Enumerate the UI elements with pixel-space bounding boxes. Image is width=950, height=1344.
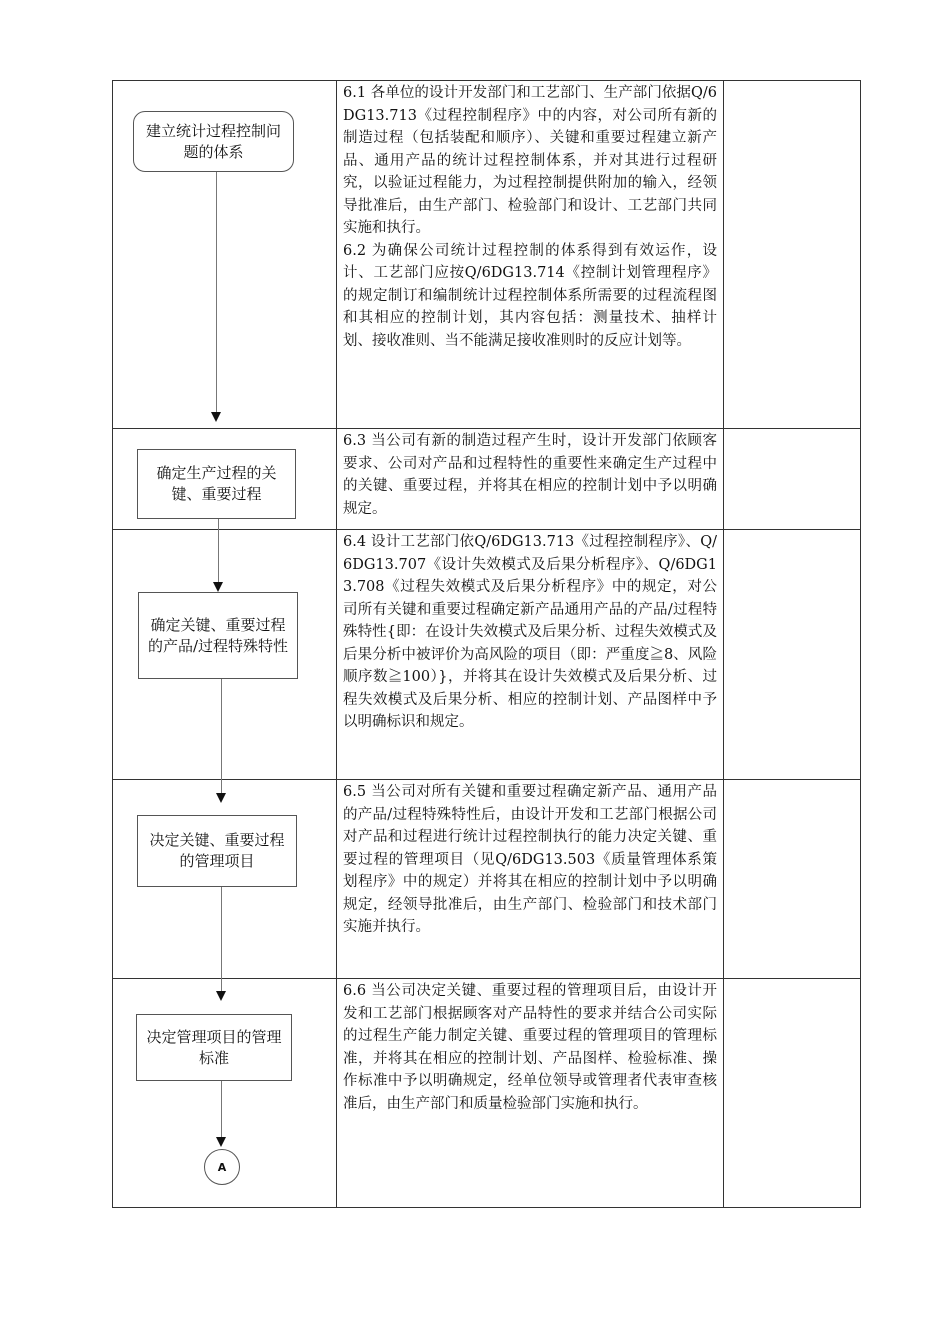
flow-step-label: 决定关键、重要过程的管理项目	[149, 831, 285, 870]
description-cell-6-4	[343, 531, 717, 734]
row-divider	[112, 428, 861, 429]
flow-arrow-icon	[216, 991, 226, 1001]
description-cell-6-5	[343, 781, 717, 939]
flow-step-identify-key-processes	[137, 449, 296, 519]
description-cell-6-1-6-2	[343, 82, 717, 352]
flow-connector-line	[221, 887, 222, 991]
flow-connector-line	[216, 172, 217, 412]
off-page-connector-a	[204, 1149, 240, 1185]
flow-arrow-icon	[216, 1137, 226, 1147]
flow-step-label: 决定管理项目的管理标准	[146, 1027, 282, 1067]
flow-step-label: 确定生产过程的关键、重要过程	[156, 464, 277, 503]
table-border-right	[860, 80, 861, 1208]
flow-step-determine-special-characteristics	[138, 592, 298, 679]
column-divider	[723, 80, 724, 1208]
row-divider	[112, 529, 861, 530]
clause-6-4: 6.4 设计工艺部门依Q/6DG13.713《过程控制程序》、Q/6DG13.707《设计失效模式及后果分析程序》、Q/6DG13.708《过程失效模式及后果分析程序》中的规定，对公司所有关键和重要过程确定新产品通用产品的产品/过程特殊特性{即：在设计失效模式及后果分析、过程失效模式及后果分析中被评价为高风险的项目（即：严重度≧8、风险顺序数≧100）}，并将其在设计失效模式及后果分析、过程失效模式及后果分析、相应的控制计划、产品图样中予以明确标识和规定。	[343, 534, 717, 730]
flow-connector-line	[218, 519, 219, 582]
flow-arrow-icon	[213, 582, 223, 592]
clause-6-3: 6.3 当公司有新的制造过程产生时，设计开发部门依顾客要求、公司对产品和过程特性的重要性来确定生产过程中的关键、重要过程，并将其在相应的控制计划中予以明确规定。	[343, 433, 717, 517]
table-border-bottom	[112, 1207, 861, 1208]
flow-step-decide-management-items	[137, 815, 297, 887]
flow-step-decide-management-standards	[136, 1014, 292, 1081]
clause-6-1: 6.1 各单位的设计开发部门和工艺部门、生产部门依据Q/6DG13.713《过程控制程序》中的内容，对公司所有新的制造过程（包括装配和顺序）、关键和重要过程建立新产品、通用产品的统计过程控制体系，并对其进行过程研究，以验证过程能力，为过程控制提供附加的输入，经领导批准后，由生产部门、检验部门和设计、工艺部门共同实施和执行。	[343, 85, 717, 236]
row-divider	[112, 978, 861, 979]
flow-step-establish-spc-system	[133, 111, 294, 172]
flow-connector-line	[221, 679, 222, 793]
table-border-top	[112, 80, 861, 81]
connector-label: A	[217, 1160, 227, 1174]
table-border-left	[112, 80, 113, 1208]
flow-step-label: 确定关键、重要过程的产品/过程特殊特性	[147, 615, 289, 655]
flow-arrow-icon	[211, 412, 221, 422]
column-divider	[336, 80, 337, 1208]
clause-6-5: 6.5 当公司对所有关键和重要过程确定新产品、通用产品的产品/过程特殊特性后，由设计开发和工艺部门根据公司对产品和过程进行统计过程控制执行的能力决定关键、重要过程的管理项目（见Q/6DG13.503《质量管理体系策划程序》中的规定）并将其在相应的控制计划中予以明确规定，经领导批准后，由生产部门、检验部门和技术部门实施并执行。	[343, 784, 717, 935]
flow-step-label: 建立统计过程控制问题的体系	[145, 121, 281, 161]
flow-arrow-icon	[216, 793, 226, 803]
description-cell-6-6	[343, 980, 717, 1115]
flow-connector-line	[221, 1081, 222, 1137]
row-divider	[112, 779, 861, 780]
description-cell-6-3	[343, 430, 717, 520]
clause-6-6: 6.6 当公司决定关键、重要过程的管理项目后，由设计开发和工艺部门根据顾客对产品特性的要求并结合公司实际的过程生产能力制定关键、重要过程的管理项目的管理标准，并将其在相应的控制计划、产品图样、检验标准、操作标准中予以明确规定，经单位领导或管理者代表审查核准后，由生产部门和质量检验部门实施和执行。	[343, 983, 717, 1112]
clause-6-2: 6.2 为确保公司统计过程控制的体系得到有效运作，设计、工艺部门应按Q/6DG13.714《控制计划管理程序》的规定制订和编制统计过程控制体系所需要的过程流程图和其相应的控制计划，其内容包括：测量技术、抽样计划、接收准则、当不能满足接收准则时的反应计划等。	[343, 242, 717, 349]
